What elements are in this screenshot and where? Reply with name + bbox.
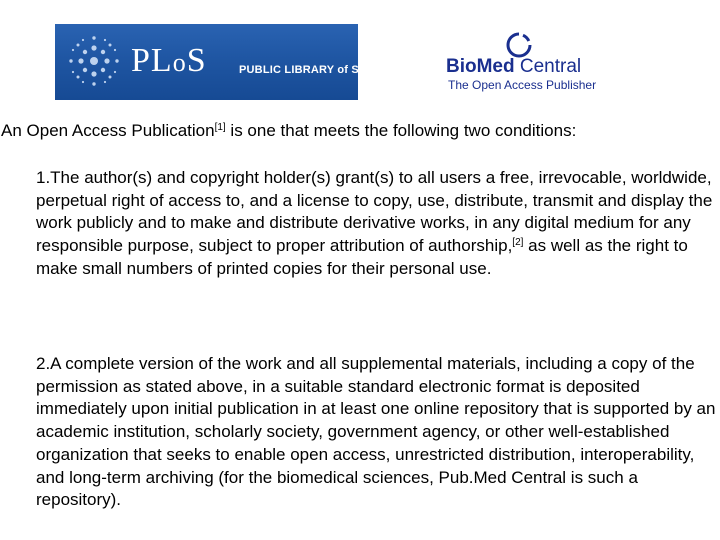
biomed-name-regular: Central bbox=[514, 56, 582, 77]
plos-logo bbox=[55, 24, 402, 100]
footnote-ref-2: [2] bbox=[512, 237, 524, 249]
plos-emblem-icon bbox=[61, 28, 127, 94]
intro-after: is one that meets the following two conditions: bbox=[225, 121, 577, 140]
plos-wordmark-s: S bbox=[186, 42, 207, 79]
intro-text bbox=[1, 120, 719, 142]
plos-tagline: PUBLIC LIBRARY of SCIENCE bbox=[239, 64, 402, 76]
condition-2-text: 2.A complete version of the work and all supplemental materials, including a copy of the permission as stated above, in a suitable standard electronic format is deposited immediately upon initial publication in at least one online repository that is supported by an academic institution, scholarly society, government agency, or other well-established organization that seeks to enable open access, unrestricted distribution, interoperability, and long-term archiving (for the biomedical sciences, Pub.Med Central is such a repository). bbox=[36, 354, 716, 510]
condition-2 bbox=[36, 353, 716, 512]
biomed-ring-icon bbox=[506, 32, 532, 58]
condition-1-before: 1.The author(s) and copyright holder(s) grant(s) to all users a free, irrevocable, worldwide, perpetual right of access to, and a license to copy, use, distribute, transmit and display the work publicly and to make and distribute derivative works, in any digital medium for any responsible purpose, subject to proper attribution of authorship, bbox=[36, 168, 713, 256]
biomed-name-bold: BioMed bbox=[446, 56, 515, 77]
biomed-tagline: The Open Access Publisher bbox=[448, 78, 597, 92]
plos-wordmark-pl: PL bbox=[131, 42, 173, 79]
condition-1-after: as well as the right to make small numbers of printed copies for their personal use. bbox=[36, 236, 688, 278]
condition-1 bbox=[36, 167, 716, 281]
plos-wordmark bbox=[131, 43, 207, 81]
biomed-central-logo bbox=[446, 30, 606, 98]
intro-before: An Open Access Publication bbox=[1, 121, 215, 140]
biomed-name bbox=[446, 56, 581, 78]
footnote-ref-1: [1] bbox=[214, 122, 226, 133]
plos-wordmark-o: o bbox=[172, 48, 187, 77]
condition-1-text bbox=[36, 167, 716, 281]
